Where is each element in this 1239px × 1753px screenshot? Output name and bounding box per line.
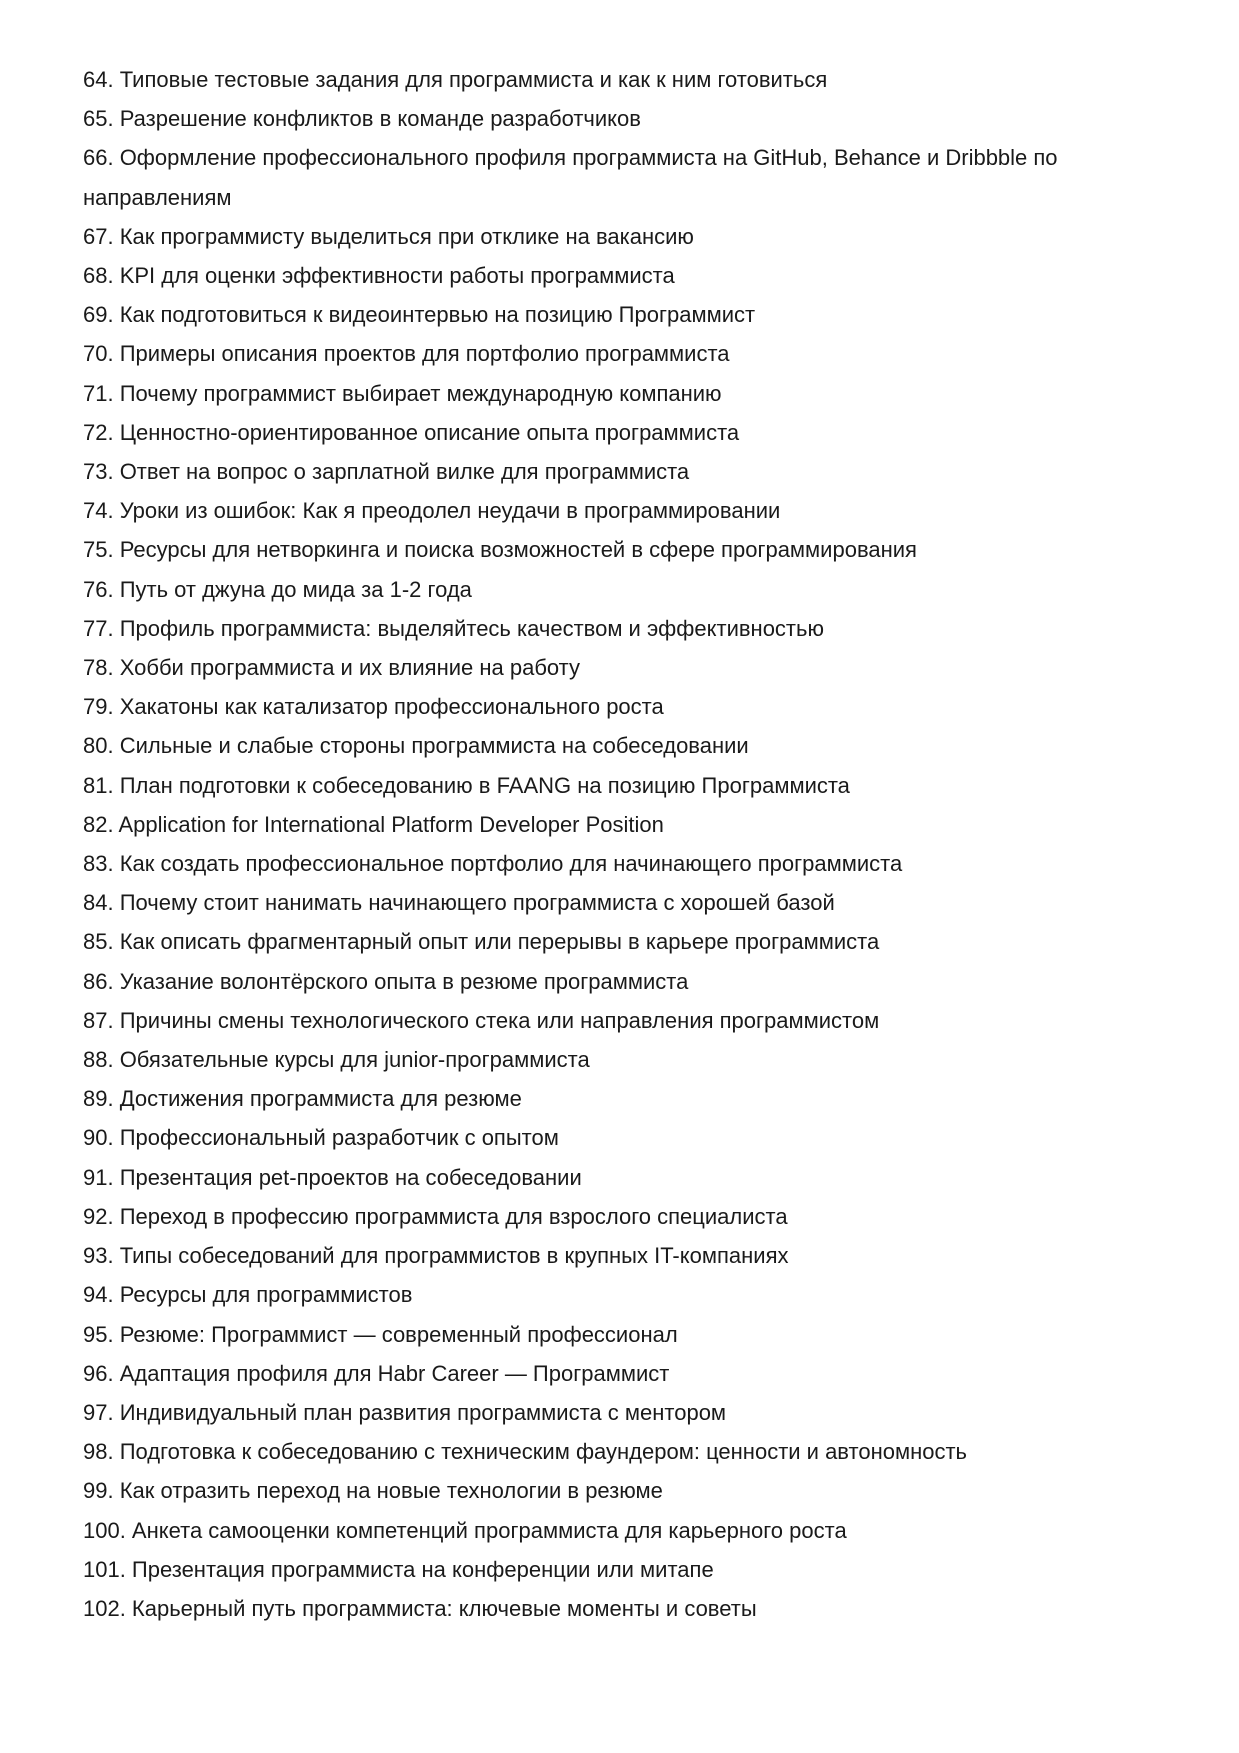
list-item: 71. Почему программист выбирает международную компанию xyxy=(83,380,722,406)
list-item: 67. Как программисту выделиться при отклике на вакансию xyxy=(83,223,694,249)
list-item: 81. План подготовки к собеседованию в FAANG на позицию Программиста xyxy=(83,772,850,798)
list-item: 69. Как подготовиться к видеоинтервью на позицию Программист xyxy=(83,302,756,328)
list-item: 90. Профессиональный разработчик с опытом xyxy=(83,1125,559,1151)
list-item: 70. Примеры описания проектов для портфолио программиста xyxy=(83,341,730,367)
list-item: 91. Презентация pet-проектов на собеседовании xyxy=(83,1164,582,1190)
list-item: 80. Сильные и слабые стороны программиста на собеседовании xyxy=(83,733,749,759)
list-item: 94. Ресурсы для программистов xyxy=(83,1282,413,1308)
list-item: 88. Обязательные курсы для junior-программиста xyxy=(83,1047,590,1073)
list-item: 74. Уроки из ошибок: Как я преодолел неудачи в программировании xyxy=(83,498,781,524)
list-item: 84. Почему стоит нанимать начинающего программиста с хорошей базой xyxy=(83,890,835,916)
list-item: 97. Индивидуальный план развития программиста с ментором xyxy=(83,1399,727,1425)
list-item: 75. Ресурсы для нетворкинга и поиска возможностей в сфере программирования xyxy=(83,537,917,563)
list-item: 102. Карьерный путь программиста: ключевые моменты и советы xyxy=(83,1595,757,1621)
list-item: 82. Application for International Platform Developer Position xyxy=(83,811,664,837)
list-item: 92. Переход в профессию программиста для взрослого специалиста xyxy=(83,1203,788,1229)
list-item: 93. Типы собеседований для программистов в крупных IT-компаниях xyxy=(83,1243,789,1269)
list-item: 73. Ответ на вопрос о зарплатной вилке для программиста xyxy=(83,459,690,485)
list-item: 83. Как создать профессиональное портфолио для начинающего программиста xyxy=(83,851,903,877)
list-item: 72. Ценностно-ориентированное описание опыта программиста xyxy=(83,419,740,445)
list-item: 86. Указание волонтёрского опыта в резюме программиста xyxy=(83,968,689,994)
list-item: 79. Хакатоны как катализатор профессионального роста xyxy=(83,694,664,720)
list-item: 100. Анкета самооценки компетенций программиста для карьерного роста xyxy=(83,1517,847,1543)
list-item: 101. Презентация программиста на конференции или митапе xyxy=(83,1556,714,1582)
list-item: 76. Путь от джуна до мида за 1-2 года xyxy=(83,576,472,602)
numbered-list xyxy=(83,60,1158,1628)
list-item: 65. Разрешение конфликтов в команде разработчиков xyxy=(83,106,641,132)
list-item: 98. Подготовка к собеседованию с техническим фаундером: ценности и автономность xyxy=(83,1439,968,1465)
list-item: 77. Профиль программиста: выделяйтесь качеством и эффективностью xyxy=(83,615,824,641)
list-item: 85. Как описать фрагментарный опыт или перерывы в карьере программиста xyxy=(83,929,880,955)
list-item: 78. Хобби программиста и их влияние на работу xyxy=(83,655,581,681)
list-item: 68. KPI для оценки эффективности работы программиста xyxy=(83,263,675,289)
list-item: 66. Оформление профессионального профиля программиста на GitHub, Behance и Dribbble по направлениям xyxy=(83,145,1058,210)
list-item: 96. Адаптация профиля для Habr Career — Программист xyxy=(83,1360,670,1386)
list-item: 99. Как отразить переход на новые технологии в резюме xyxy=(83,1478,663,1504)
list-item: 64. Типовые тестовые задания для программиста и как к ним готовиться xyxy=(83,67,828,92)
list-item: 89. Достижения программиста для резюме xyxy=(83,1086,522,1112)
list-item: 95. Резюме: Программист — современный профессионал xyxy=(83,1321,678,1347)
list-item: 87. Причины смены технологического стека или направления программистом xyxy=(83,1007,880,1033)
